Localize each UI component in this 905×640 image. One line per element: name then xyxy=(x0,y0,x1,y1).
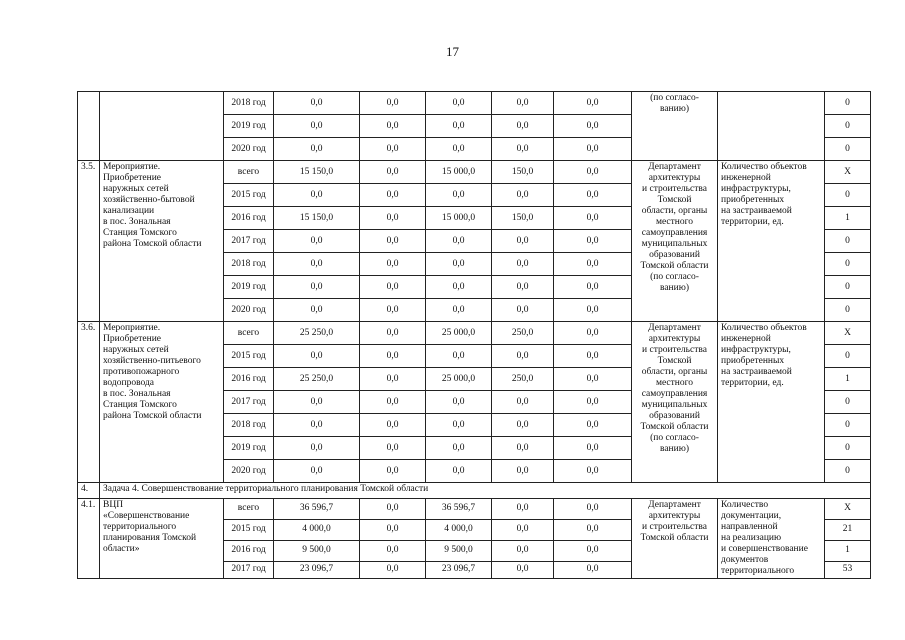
indicator-value: 0 xyxy=(825,253,871,276)
value-cell: 0,0 xyxy=(554,437,632,460)
value-cell: 0,0 xyxy=(360,299,426,322)
value-cell: 36 596,7 xyxy=(426,499,492,520)
value-cell: 0,0 xyxy=(360,207,426,230)
value-cell: 0,0 xyxy=(554,391,632,414)
executor: Департамент архитектуры и строительства Томской области, органы местного самоуправления муниципальных образований Томской области (по согласо- ванию) xyxy=(632,161,718,322)
year-cell: всего xyxy=(224,161,274,184)
value-cell: 0,0 xyxy=(426,299,492,322)
value-cell: 0,0 xyxy=(274,115,360,138)
indicator-value: X xyxy=(825,499,871,520)
value-cell: 0,0 xyxy=(360,92,426,115)
indicator-value: 0 xyxy=(825,437,871,460)
item-name: ВЦП «Совершенствование территориального планирования Томской области» xyxy=(100,499,224,579)
value-cell: 25 000,0 xyxy=(426,368,492,391)
indicator-value: 1 xyxy=(825,540,871,561)
value-cell: 0,0 xyxy=(554,161,632,184)
value-cell: 0,0 xyxy=(426,138,492,161)
indicator-value: 1 xyxy=(825,207,871,230)
year-cell: 2015 год xyxy=(224,184,274,207)
indicator-value: X xyxy=(825,161,871,184)
year-cell: 2017 год xyxy=(224,391,274,414)
executor: Департамент архитектуры и строительства Томской области xyxy=(632,499,718,579)
value-cell: 0,0 xyxy=(274,460,360,483)
value-cell: 0,0 xyxy=(274,184,360,207)
value-cell: 0,0 xyxy=(554,368,632,391)
year-cell: 2016 год xyxy=(224,207,274,230)
value-cell: 0,0 xyxy=(554,322,632,345)
year-cell: 2015 год xyxy=(224,345,274,368)
value-cell: 15 150,0 xyxy=(274,161,360,184)
value-cell: 150,0 xyxy=(492,161,554,184)
indicator-name: Количество объектов инженерной инфраструктуры, приобретенных на застраиваемой территории, ед. xyxy=(718,161,825,322)
value-cell: 0,0 xyxy=(360,540,426,561)
indicator-value: 21 xyxy=(825,519,871,540)
value-cell: 0,0 xyxy=(492,499,554,520)
year-cell: 2018 год xyxy=(224,253,274,276)
value-cell: 0,0 xyxy=(426,253,492,276)
value-cell: 0,0 xyxy=(492,230,554,253)
value-cell: 0,0 xyxy=(554,499,632,520)
year-cell: 2016 год xyxy=(224,540,274,561)
indicator-value: 0 xyxy=(825,184,871,207)
indicator-value-cell: 0 xyxy=(825,115,871,138)
value-cell: 0,0 xyxy=(274,437,360,460)
value-cell: 9 500,0 xyxy=(274,540,360,561)
year-cell: 2019 год xyxy=(224,276,274,299)
value-cell: 0,0 xyxy=(360,230,426,253)
value-cell: 0,0 xyxy=(274,230,360,253)
value-cell: 36 596,7 xyxy=(274,499,360,520)
year-cell: 2020 год xyxy=(224,460,274,483)
value-cell: 4 000,0 xyxy=(426,519,492,540)
value-cell: 23 096,7 xyxy=(274,561,360,578)
value-cell: 0,0 xyxy=(492,540,554,561)
item-name: Мероприятие. Приобретение наружных сетей хозяйственно-бытовой канализации в пос. Зональная Станция Томского района Томской области xyxy=(100,161,224,322)
value-cell: 15 000,0 xyxy=(426,161,492,184)
table-row xyxy=(78,322,871,345)
value-cell: 0,0 xyxy=(274,92,360,115)
value-cell: 0,0 xyxy=(360,460,426,483)
value-cell: 0,0 xyxy=(554,276,632,299)
task-title: Задача 4. Совершенствование территориального планирования Томской области xyxy=(100,483,871,499)
value-cell: 0,0 xyxy=(492,519,554,540)
table-row xyxy=(78,499,871,520)
year-cell: 2020 год xyxy=(224,138,274,161)
value-cell: 0,0 xyxy=(360,138,426,161)
value-cell: 0,0 xyxy=(274,299,360,322)
year-cell: всего xyxy=(224,499,274,520)
value-cell: 0,0 xyxy=(554,540,632,561)
value-cell: 9 500,0 xyxy=(426,540,492,561)
item-number-cell xyxy=(78,92,100,161)
value-cell: 0,0 xyxy=(554,92,632,115)
value-cell: 0,0 xyxy=(426,230,492,253)
item-number: 4.1. xyxy=(78,499,100,579)
year-cell: 2017 год xyxy=(224,561,274,578)
table-row xyxy=(78,161,871,184)
value-cell: 0,0 xyxy=(492,391,554,414)
executor-cell: (по согласо- ванию) xyxy=(632,92,718,161)
value-cell: 0,0 xyxy=(360,368,426,391)
value-cell: 0,0 xyxy=(426,437,492,460)
value-cell: 0,0 xyxy=(492,92,554,115)
value-cell: 0,0 xyxy=(492,115,554,138)
value-cell: 0,0 xyxy=(360,161,426,184)
indicator-value: X xyxy=(825,322,871,345)
value-cell: 0,0 xyxy=(360,184,426,207)
value-cell: 0,0 xyxy=(492,184,554,207)
indicator-value: 0 xyxy=(825,276,871,299)
indicator-name: Количество документации, направленной на реализацию и совершенствование документов территориального xyxy=(718,499,825,579)
indicator-value: 0 xyxy=(825,345,871,368)
indicator-value: 0 xyxy=(825,230,871,253)
value-cell: 0,0 xyxy=(360,414,426,437)
value-cell: 0,0 xyxy=(554,253,632,276)
value-cell: 0,0 xyxy=(426,345,492,368)
value-cell: 0,0 xyxy=(554,230,632,253)
indicator-value: 0 xyxy=(825,460,871,483)
value-cell: 0,0 xyxy=(492,138,554,161)
year-cell: 2019 год xyxy=(224,437,274,460)
value-cell: 0,0 xyxy=(426,115,492,138)
indicator-value: 0 xyxy=(825,391,871,414)
indicator-value-cell: 0 xyxy=(825,138,871,161)
year-cell: 2016 год xyxy=(224,368,274,391)
value-cell: 0,0 xyxy=(492,561,554,578)
indicator-cell xyxy=(718,92,825,161)
value-cell: 0,0 xyxy=(360,519,426,540)
item-name: Мероприятие. Приобретение наружных сетей хозяйственно-питьевого противопожарного водопровода в пос. Зональная Станция Томского района Томской области xyxy=(100,322,224,483)
value-cell: 0,0 xyxy=(554,115,632,138)
value-cell: 0,0 xyxy=(426,184,492,207)
indicator-value: 0 xyxy=(825,414,871,437)
value-cell: 0,0 xyxy=(492,299,554,322)
indicator-name: Количество объектов инженерной инфраструктуры, приобретенных на застраиваемой территории, ед. xyxy=(718,322,825,483)
value-cell: 0,0 xyxy=(554,519,632,540)
value-cell: 0,0 xyxy=(492,345,554,368)
task-row xyxy=(78,483,871,499)
indicator-value: 53 xyxy=(825,561,871,578)
value-cell: 0,0 xyxy=(274,345,360,368)
indicator-value: 1 xyxy=(825,368,871,391)
table-row xyxy=(78,92,871,115)
page-number: 17 xyxy=(446,44,459,59)
value-cell: 0,0 xyxy=(554,207,632,230)
item-number: 3.6. xyxy=(78,322,100,483)
value-cell: 0,0 xyxy=(360,115,426,138)
value-cell: 0,0 xyxy=(554,561,632,578)
value-cell: 25 250,0 xyxy=(274,368,360,391)
value-cell: 0,0 xyxy=(274,391,360,414)
value-cell: 0,0 xyxy=(492,437,554,460)
year-cell: 2019 год xyxy=(224,115,274,138)
value-cell: 150,0 xyxy=(492,207,554,230)
value-cell: 0,0 xyxy=(492,414,554,437)
value-cell: 0,0 xyxy=(554,299,632,322)
value-cell: 0,0 xyxy=(360,499,426,520)
executor: Департамент архитектуры и строительства Томской области, органы местного самоуправления муниципальных образований Томской области (по согласо- ванию) xyxy=(632,322,718,483)
indicator-value-cell: 0 xyxy=(825,92,871,115)
value-cell: 0,0 xyxy=(492,253,554,276)
value-cell: 25 000,0 xyxy=(426,322,492,345)
item-name-cell xyxy=(100,92,224,161)
year-cell: 2020 год xyxy=(224,299,274,322)
value-cell: 0,0 xyxy=(426,460,492,483)
year-cell: 2017 год xyxy=(224,230,274,253)
value-cell: 0,0 xyxy=(274,276,360,299)
value-cell: 250,0 xyxy=(492,322,554,345)
value-cell: 0,0 xyxy=(492,460,554,483)
value-cell: 15 000,0 xyxy=(426,207,492,230)
value-cell: 23 096,7 xyxy=(426,561,492,578)
task-number: 4. xyxy=(78,483,100,499)
value-cell: 0,0 xyxy=(274,253,360,276)
indicator-value: 0 xyxy=(825,299,871,322)
value-cell: 0,0 xyxy=(554,414,632,437)
value-cell: 0,0 xyxy=(426,414,492,437)
value-cell: 0,0 xyxy=(426,391,492,414)
year-cell: 2015 год xyxy=(224,519,274,540)
value-cell: 0,0 xyxy=(274,414,360,437)
value-cell: 0,0 xyxy=(492,276,554,299)
value-cell: 15 150,0 xyxy=(274,207,360,230)
value-cell: 0,0 xyxy=(360,391,426,414)
value-cell: 0,0 xyxy=(554,184,632,207)
value-cell: 0,0 xyxy=(360,437,426,460)
value-cell: 0,0 xyxy=(554,138,632,161)
value-cell: 0,0 xyxy=(426,92,492,115)
value-cell: 250,0 xyxy=(492,368,554,391)
value-cell: 25 250,0 xyxy=(274,322,360,345)
value-cell: 0,0 xyxy=(554,345,632,368)
program-table xyxy=(77,91,871,579)
year-cell: всего xyxy=(224,322,274,345)
item-number: 3.5. xyxy=(78,161,100,322)
value-cell: 0,0 xyxy=(274,138,360,161)
year-cell: 2018 год xyxy=(224,92,274,115)
value-cell: 0,0 xyxy=(360,253,426,276)
value-cell: 4 000,0 xyxy=(274,519,360,540)
value-cell: 0,0 xyxy=(360,345,426,368)
value-cell: 0,0 xyxy=(360,322,426,345)
value-cell: 0,0 xyxy=(426,276,492,299)
value-cell: 0,0 xyxy=(360,561,426,578)
value-cell: 0,0 xyxy=(554,460,632,483)
year-cell: 2018 год xyxy=(224,414,274,437)
value-cell: 0,0 xyxy=(360,276,426,299)
